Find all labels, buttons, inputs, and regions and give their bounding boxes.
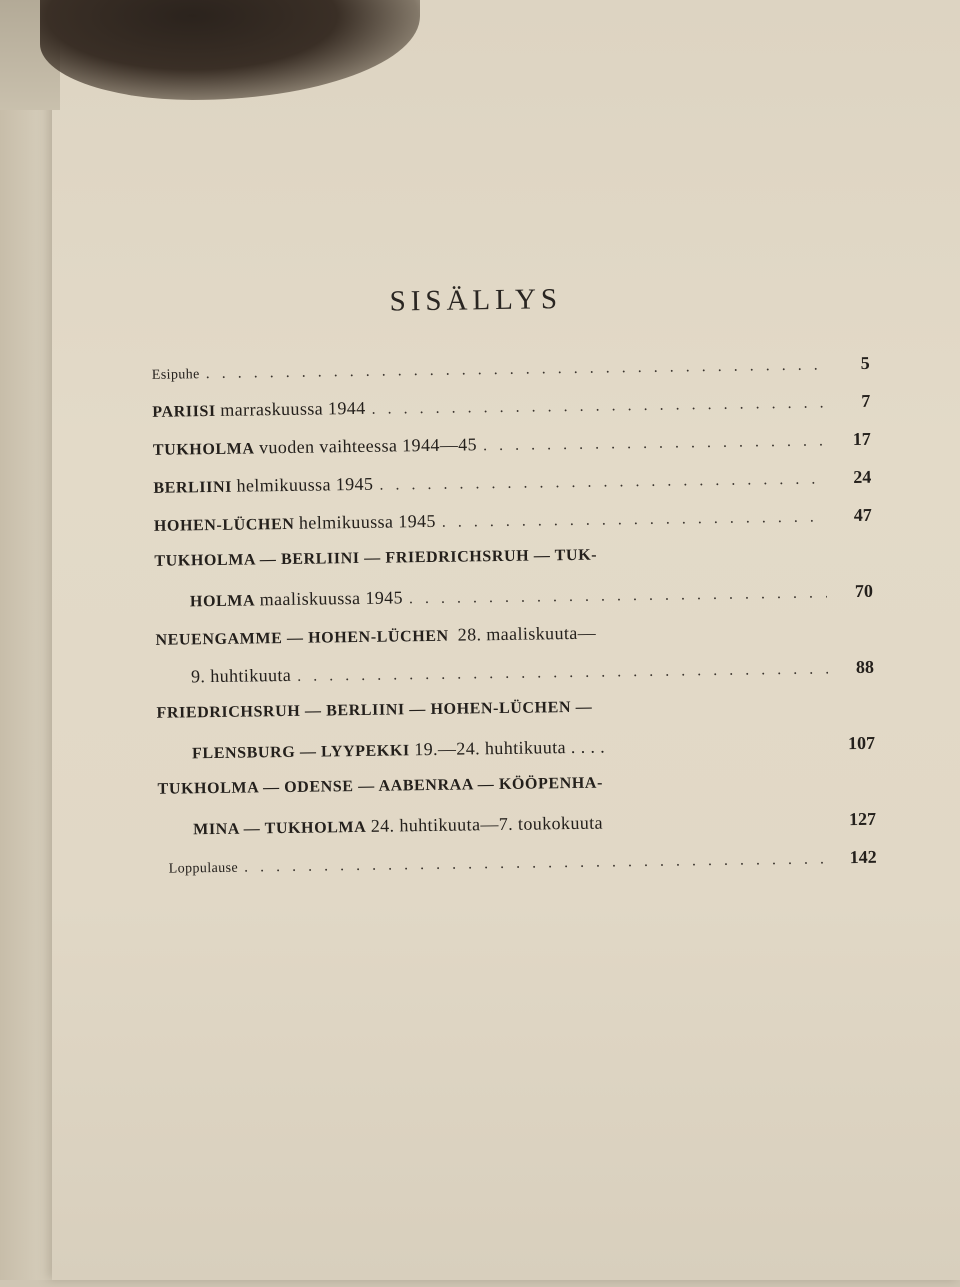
toc-entry-prefix: HOLMA [189,592,256,611]
toc-page-number: 24 [853,466,872,488]
toc-entry-text: Loppulause [168,860,239,877]
toc-entry-prefix: NEUENGAMME — HOHEN-LÜCHEN [155,627,449,649]
toc-entry-text: 24. huhtikuuta—7. toukokuuta [370,812,604,836]
toc-entry-text: helmikuussa 1945 [298,510,436,533]
leader-dots [379,470,825,494]
toc-entry-neuengamme-line2 [191,657,874,693]
toc-entry-prefix: TUKHOLMA [152,440,255,459]
toc-page-number: 88 [855,656,875,678]
toc-page-number: 17 [852,428,871,450]
toc-entry-text: Esipuhe [151,367,200,383]
toc-entry-text: marraskuussa 1944 [220,397,366,420]
leader-dots [442,508,826,531]
toc-page-number: 47 [853,504,872,526]
toc-entry-tukholma-2-line2 [190,581,873,617]
leader-dots [409,584,827,608]
toc-entry-hohen-luchen [154,505,872,541]
leader-dots [297,660,828,685]
toc-entry-tukholma-3-line1 [157,771,875,807]
leader-dots [371,394,824,418]
toc-entry-text: 9. huhtikuuta [190,664,292,687]
toc-entry-prefix: TUKHOLMA — ODENSE — AABENRAA — KÖÖPENHA- [157,774,604,798]
toc-title: SISÄLLYS [389,283,563,318]
toc-entry-text: 19.—24. huhtikuuta . . . . [414,736,606,760]
toc-page-number: 7 [861,390,871,411]
toc-page-number: 70 [854,580,874,602]
toc-entry-prefix: BERLIINI [153,478,233,497]
toc-entry-esipuhe [152,353,870,389]
toc-entry-prefix: FLENSBURG — LYYPEKKI [191,742,410,763]
toc-entry-prefix: FRIEDRICHSRUH — BERLIINI — HOHEN-LÜCHEN — [156,698,593,722]
toc-entry-pariisi [152,391,870,427]
toc-entry-text: helmikuussa 1945 [236,473,374,496]
toc-entry-neuengamme-line1 [155,619,873,655]
toc-page-number: 142 [849,846,877,868]
toc-entry-text: vuoden vaihteessa 1944—45 [258,434,478,458]
toc-entry-text: 28. maaliskuuta— [457,622,597,645]
leader-dots [206,356,824,383]
toc-entry-friedrichsruh-line1 [156,695,874,731]
leader-dots [244,850,831,876]
toc-page-number: 127 [848,808,877,830]
toc-entry-tukholma-3-line2 [193,809,876,845]
toc-entry-prefix: TUKHOLMA — BERLIINI — FRIEDRICHSRUH — TUK- [154,546,598,570]
leader-dots [483,432,825,455]
toc-page-number: 107 [847,732,876,754]
toc-entry-tukholma-1 [153,429,871,465]
toc-entry-prefix: HOHEN-LÜCHEN [153,515,295,535]
toc-page-number: 5 [860,352,870,373]
toc-entry-text: maaliskuussa 1945 [259,587,404,610]
toc-entry-loppulause [169,847,877,883]
toc-entry-berliini [153,467,871,503]
toc-entry-friedrichsruh-line2 [192,733,875,769]
toc-entry-tukholma-2-line1 [154,543,872,579]
toc-entry-prefix: MINA — TUKHOLMA [193,818,367,839]
toc-entry-prefix: PARIISI [152,402,216,421]
